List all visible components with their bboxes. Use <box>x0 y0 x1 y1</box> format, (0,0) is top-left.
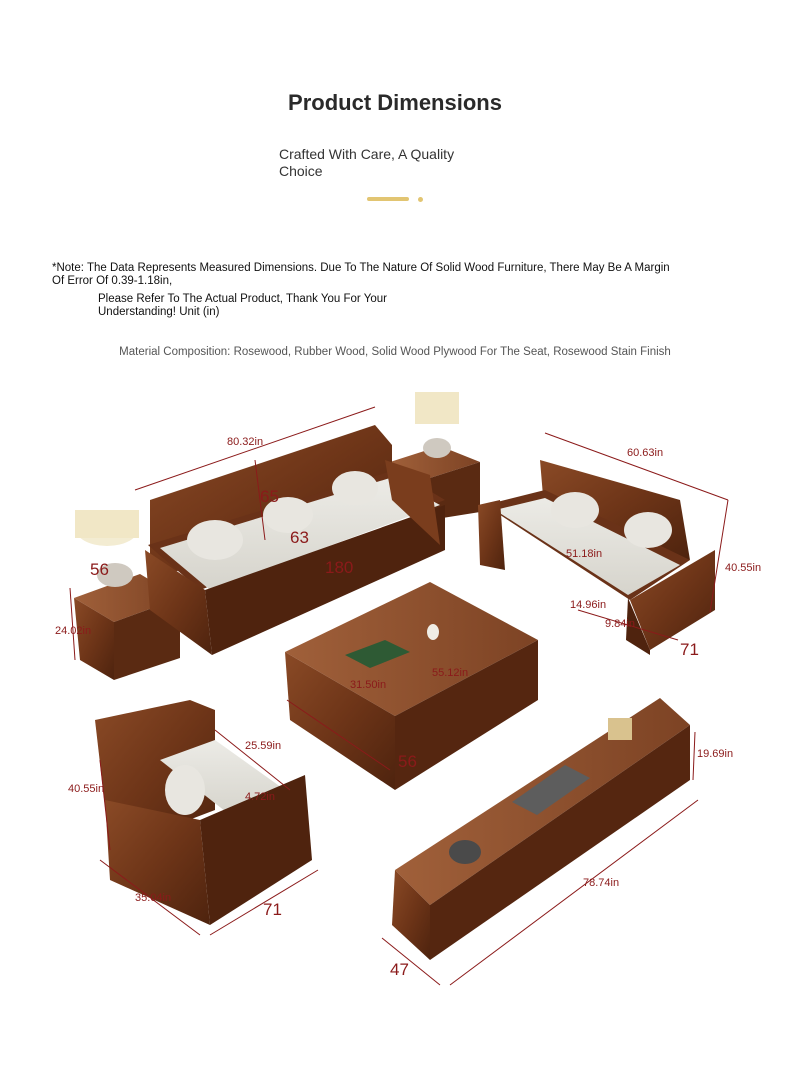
coffee-table-length-label: 55.12in <box>432 667 469 679</box>
loveseat-height-label: 40.55in <box>725 562 762 574</box>
note-text: *Note: The Data Represents Measured Dimensions. Due To The Nature Of Solid Wood Furniture, There May Be A Margin Of Error Of 0.39-1.18in, <box>52 262 670 287</box>
sofa-seat-depth-label: 63 <box>290 528 309 547</box>
loveseat-width-label: 60.63in <box>627 447 664 459</box>
side-table-height-label: 24.02in <box>55 625 92 637</box>
loveseat-seat-height-label: 14.96in <box>570 599 607 611</box>
sofa-back-height-label: 65 <box>260 487 279 506</box>
tv-stand-length-label: 78.74in <box>583 877 620 889</box>
page-title: Product Dimensions <box>288 90 502 115</box>
armchair-depth-label: 71 <box>263 900 282 919</box>
tv-stand-height-label: 19.69in <box>697 748 734 760</box>
coffee-table-width-label: 31.50in <box>350 679 387 691</box>
armchair-arm-label: 4.72in <box>245 791 275 803</box>
armchair-height-label: 40.55in <box>68 783 105 795</box>
note-text-continued: Please Refer To The Actual Product, Thank You For Your Understanding! Unit (in) <box>98 293 387 318</box>
page-subtitle: Crafted With Care, A Quality Choice <box>279 146 455 179</box>
material-composition: Material Composition: Rosewood, Rubber Wood, Solid Wood Plywood For The Seat, Rosewood Stain Finish <box>119 346 671 358</box>
loveseat-arm-label: 9.84in <box>605 618 635 630</box>
armchair-seat-width-label: 25.59in <box>245 740 282 752</box>
sofa-length-label: 180 <box>325 558 354 577</box>
tv-stand-depth-label: 47 <box>390 960 409 979</box>
side-table-width-label: 56 <box>90 560 109 579</box>
coffee-table-depth-label: 56 <box>398 752 417 771</box>
sofa-width-label: 80.32in <box>227 436 264 448</box>
armchair-width-label: 35.04in <box>135 892 172 904</box>
loveseat-depth-label: 71 <box>680 640 699 659</box>
loveseat-seat-width-label: 51.18in <box>566 548 603 560</box>
armchair <box>95 700 312 925</box>
